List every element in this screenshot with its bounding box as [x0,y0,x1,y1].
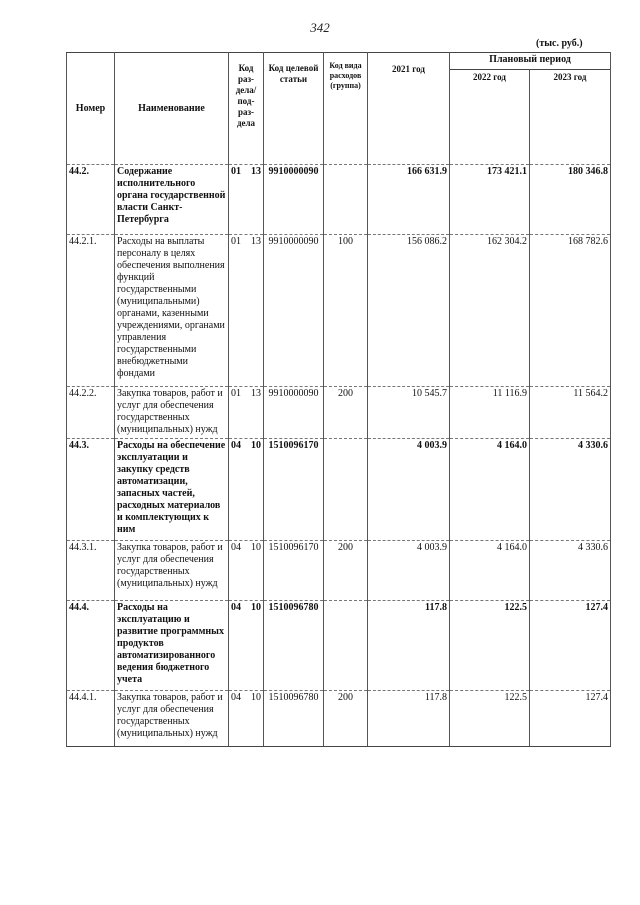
header-year-2023: 2023 год [530,70,611,165]
row-subsection: 10 [251,440,261,451]
row-section: 04 [231,440,241,451]
row-2023: 127.4 [530,691,611,747]
row-name: Содержание исполнительного органа государственной власти Санкт-Петербурга [115,165,229,235]
row-expense-type: 100 [324,235,368,387]
row-2023: 11 564.2 [530,387,611,439]
table-row [67,165,611,235]
row-expense-type [324,165,368,235]
row-number: 44.4.1. [67,691,115,747]
row-2022: 11 116.9 [450,387,530,439]
units-note: (тыс. руб.) [536,38,583,49]
table-row [67,691,611,747]
row-expense-type: 200 [324,541,368,601]
header-expense-type: Код вида расходов (группа) [324,53,368,165]
budget-table [66,52,611,747]
row-expense-type [324,601,368,691]
row-subsection: 10 [251,602,261,613]
row-2022: 162 304.2 [450,235,530,387]
row-2021: 4 003.9 [368,541,450,601]
row-name: Закупка товаров, работ и услуг для обеспечения государственных (муниципальных) нужд [115,387,229,439]
row-2022: 122.5 [450,601,530,691]
row-section: 01 [231,166,241,177]
row-name: Закупка товаров, работ и услуг для обеспечения государственных (муниципальных) нужд [115,691,229,747]
header-target-code: Код целевой статьи [264,53,324,165]
header-section-code: Код раз-дела/ под-раз-дела [229,53,264,165]
header-planned-period: Плановый период [450,53,611,70]
table-header [67,53,611,165]
row-number: 44.3.1. [67,541,115,601]
row-target-code: 1510096170 [264,439,324,541]
header-number: Номер [67,53,115,165]
row-2022: 122.5 [450,691,530,747]
row-target-code: 9910000090 [264,235,324,387]
row-number: 44.2.2. [67,387,115,439]
row-2022: 4 164.0 [450,541,530,601]
row-section: 04 [231,692,241,703]
row-2021: 4 003.9 [368,439,450,541]
row-section-code [229,387,264,439]
row-section: 04 [231,542,241,553]
row-2023: 168 782.6 [530,235,611,387]
header-year-2022: 2022 год [450,70,530,165]
row-name: Расходы на выплаты персоналу в целях обеспечения выполнения функций государственными (муниципальными) органами, казенными учреждениями, органами управления государственными внебюджетными фондами [115,235,229,387]
row-section-code [229,235,264,387]
row-section-code [229,541,264,601]
table-row [67,601,611,691]
row-name: Закупка товаров, работ и услуг для обеспечения государственных (муниципальных) нужд [115,541,229,601]
table-row [67,541,611,601]
row-2021: 117.8 [368,601,450,691]
row-2023: 127.4 [530,601,611,691]
row-number: 44.2.1. [67,235,115,387]
row-subsection: 10 [251,542,261,553]
row-subsection: 13 [251,388,261,399]
row-section: 04 [231,602,241,613]
row-target-code: 1510096170 [264,541,324,601]
row-section-code [229,439,264,541]
table-row [67,439,611,541]
table-body [67,165,611,747]
row-2021: 10 545.7 [368,387,450,439]
row-subsection: 13 [251,166,261,177]
row-2023: 4 330.6 [530,439,611,541]
row-expense-type: 200 [324,691,368,747]
row-subsection: 13 [251,236,261,247]
row-2021: 156 086.2 [368,235,450,387]
row-number: 44.4. [67,601,115,691]
row-2021: 166 631.9 [368,165,450,235]
row-section: 01 [231,388,241,399]
row-2023: 4 330.6 [530,541,611,601]
row-section-code [229,601,264,691]
row-section-code [229,691,264,747]
row-section-code [229,165,264,235]
row-number: 44.3. [67,439,115,541]
row-target-code: 1510096780 [264,601,324,691]
row-name: Расходы на эксплуатацию и развитие программных продуктов автоматизированного ведения бюджетного учета [115,601,229,691]
row-target-code: 9910000090 [264,165,324,235]
row-2023: 180 346.8 [530,165,611,235]
row-target-code: 1510096780 [264,691,324,747]
table-row [67,387,611,439]
row-2021: 117.8 [368,691,450,747]
row-2022: 4 164.0 [450,439,530,541]
row-name: Расходы на обеспечение эксплуатации и закупку средств автоматизации, запасных частей, расходных материалов и комплектующих к ним [115,439,229,541]
row-section: 01 [231,236,241,247]
table-row [67,235,611,387]
row-2022: 173 421.1 [450,165,530,235]
header-name: Наименование [115,53,229,165]
row-target-code: 9910000090 [264,387,324,439]
row-expense-type [324,439,368,541]
row-number: 44.2. [67,165,115,235]
row-expense-type: 200 [324,387,368,439]
page-number: 342 [310,20,330,35]
header-year-2021: 2021 год [368,53,450,165]
row-subsection: 10 [251,692,261,703]
